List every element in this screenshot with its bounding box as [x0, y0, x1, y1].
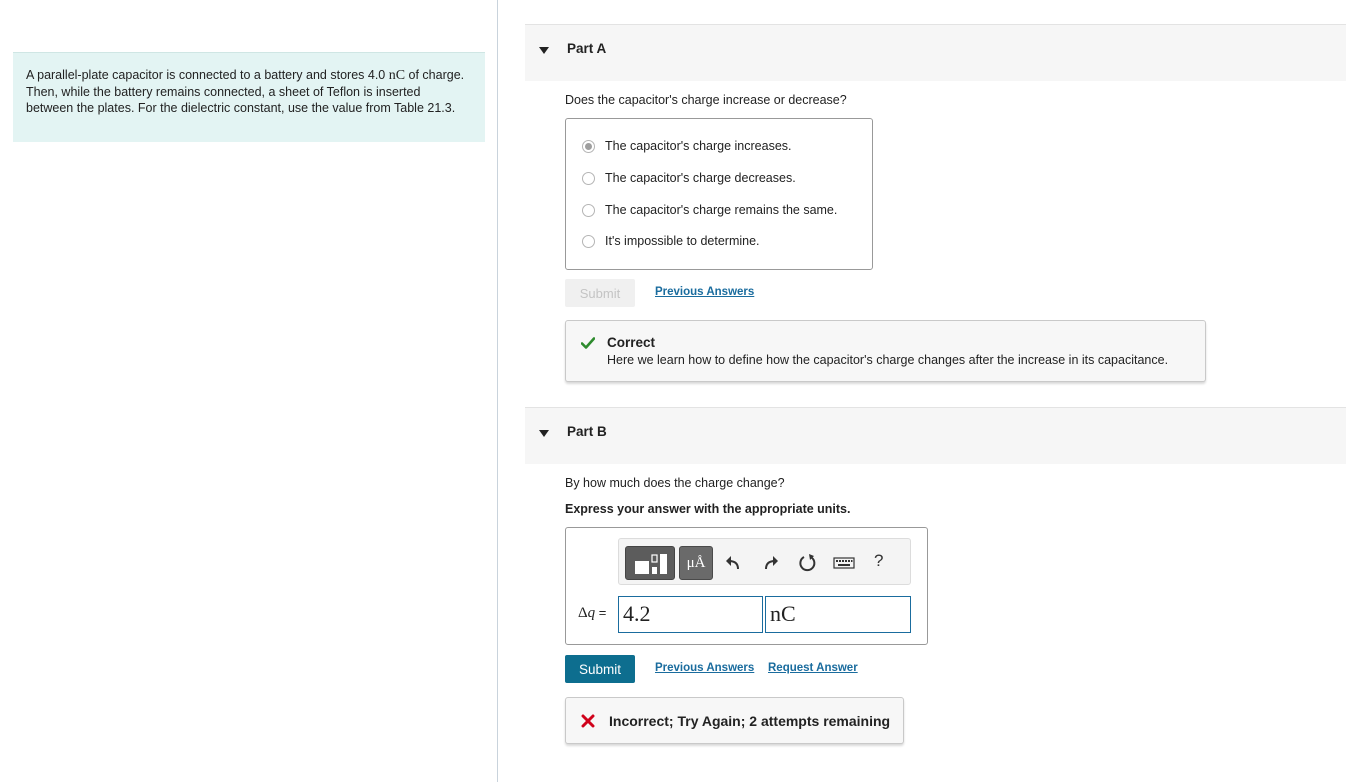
math-toolbar: [618, 538, 911, 585]
variable-label: Δq =: [578, 605, 607, 621]
option-decreases[interactable]: [582, 169, 796, 187]
correct-feedback: [565, 320, 1206, 382]
problem-statement: [13, 52, 485, 142]
option-impossible[interactable]: [582, 232, 760, 250]
option-label: The capacitor's charge decreases.: [605, 171, 796, 185]
option-label: The capacitor's charge increases.: [605, 139, 792, 153]
feedback-text: Here we learn how to define how the capacitor's charge changes after the increase in its capacitance.: [607, 353, 1169, 367]
part-a-question: Does the capacitor's charge increase or decrease?: [565, 93, 847, 107]
part-b-question: By how much does the charge change?: [565, 476, 785, 490]
multiple-choice-options: [565, 118, 873, 270]
part-b-submit-button[interactable]: Submit: [565, 655, 635, 683]
collapse-caret-icon[interactable]: [539, 430, 549, 437]
keyboard-icon: [833, 556, 855, 570]
undo-button[interactable]: [722, 552, 744, 574]
part-a-title: Part A: [567, 41, 607, 56]
incorrect-feedback-text: Incorrect; Try Again; 2 attempts remaining: [609, 713, 891, 729]
part-b-previous-answers-link[interactable]: Previous Answers: [655, 662, 755, 674]
option-increases[interactable]: [582, 137, 792, 155]
incorrect-feedback: [565, 697, 904, 744]
reset-icon: [798, 553, 818, 573]
option-remains-same[interactable]: [582, 201, 837, 219]
undo-icon: [724, 554, 742, 572]
help-icon[interactable]: ?: [874, 551, 884, 570]
part-b-title: Part B: [567, 424, 607, 439]
incorrect-x-icon: [581, 714, 595, 728]
reset-button[interactable]: [797, 552, 819, 574]
part-a-submit-button: Submit: [565, 279, 635, 307]
request-answer-link[interactable]: Request Answer: [768, 662, 858, 674]
answer-entry-box: [565, 527, 928, 645]
radio-button[interactable]: [582, 204, 595, 217]
problem-unit: nC: [388, 68, 406, 83]
answer-value-input[interactable]: 4.2: [618, 596, 763, 633]
problem-pane: [0, 0, 498, 782]
units-button[interactable]: [679, 546, 713, 580]
templates-icon: [626, 547, 676, 581]
problem-text-after: of charge. Then, while the battery remains connected, a sheet of Teflon is inserted between the plates. For the dielectric constant, use the value from Table 21.3.: [26, 68, 465, 115]
keyboard-button[interactable]: [833, 552, 855, 574]
redo-button[interactable]: [760, 552, 782, 574]
part-b-instruction: Express your answer with the appropriate units.: [565, 502, 851, 516]
problem-text-before: A parallel-plate capacitor is connected to a battery and stores 4.0: [26, 68, 389, 82]
option-label: It's impossible to determine.: [605, 234, 760, 248]
redo-icon: [762, 554, 780, 572]
radio-button[interactable]: [582, 172, 595, 185]
radio-button[interactable]: [582, 235, 595, 248]
option-label: The capacitor's charge remains the same.: [605, 203, 838, 217]
part-b-header[interactable]: [525, 407, 1346, 464]
radio-button-selected[interactable]: [582, 140, 595, 153]
answer-unit-input[interactable]: nC: [765, 596, 911, 633]
templates-button[interactable]: [625, 546, 675, 580]
checkmark-icon: [581, 336, 595, 350]
part-a-header[interactable]: [525, 24, 1346, 81]
feedback-title: Correct: [607, 335, 656, 350]
part-a-previous-answers-link[interactable]: Previous Answers: [655, 286, 755, 298]
collapse-caret-icon[interactable]: [539, 47, 549, 54]
units-icon: μÅ: [686, 554, 706, 571]
